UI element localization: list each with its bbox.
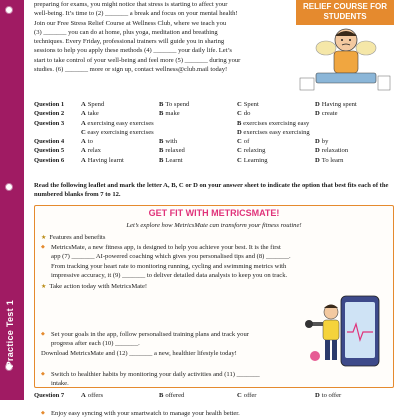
features-paragraph <box>41 243 391 280</box>
passage-line: Join our Free Stress Relief Course at Wellness Club, where we teach you <box>34 19 227 27</box>
option-d[interactable]: D to offer <box>315 392 342 399</box>
question-row <box>34 156 394 165</box>
option-a[interactable]: A to <box>81 138 93 146</box>
option-b[interactable]: B Learnt <box>159 156 183 164</box>
option-c[interactable]: C Learning <box>237 156 268 164</box>
option-d[interactable]: D exercises easy exercising <box>237 128 310 136</box>
features-line: app (7) _______ AI-powered coaching which gives you personalised tips and (8) _______. <box>51 253 291 261</box>
relief-course-title: RELIEF COURSE FOR STUDENTS <box>296 0 394 25</box>
question-row <box>34 109 394 118</box>
option-d[interactable]: D relaxation <box>315 147 349 155</box>
action-heading: ★ Take action today with MetricsMate! <box>41 283 148 290</box>
option-b[interactable]: B relaxed <box>159 147 185 155</box>
action-item: ◆ Set your goals in the app, follow personalised training plans and track your progress after each (10) _______. <box>41 330 291 349</box>
passage-line: techniques. Every Friday, professional trainers will guide you in sharing <box>34 38 225 46</box>
leaflet-closing: Download MetricsMate and (12) _______ a new, healthier lifestyle today! <box>41 350 237 357</box>
option-c[interactable]: C easy exercising exercises <box>81 128 154 136</box>
question-row <box>34 146 394 155</box>
question-number: Question 2 <box>34 110 65 118</box>
passage-line: start to take control of your well-being and feel more (5) _______ during your <box>34 56 241 64</box>
stress-passage <box>34 0 292 74</box>
question-row <box>34 119 394 128</box>
option-a[interactable]: A exercising easy exercises <box>81 119 154 127</box>
option-c[interactable]: C of <box>237 138 250 146</box>
option-a[interactable]: A take <box>81 110 99 118</box>
option-b[interactable]: B make <box>159 110 180 118</box>
question-row <box>34 137 394 146</box>
option-b[interactable]: B To spend <box>159 101 190 108</box>
passage-line: preparing for exams, you might notice that stress is starting to affect your <box>34 1 228 8</box>
question-row <box>34 128 394 137</box>
option-c[interactable]: C do <box>237 110 251 118</box>
leaflet-title: GET FIT WITH METRICSMATE! <box>148 208 280 218</box>
option-b[interactable]: B with <box>159 138 178 146</box>
option-d[interactable]: D create <box>315 110 338 118</box>
option-d[interactable]: D by <box>315 138 329 146</box>
stressed-student-illustration <box>296 26 394 96</box>
relief-course-banner <box>296 0 394 96</box>
passage-line: studies. (6) _______ more or sign up, contact wellness@club.mail today! <box>34 66 228 74</box>
question-number: Question 3 <box>34 119 65 127</box>
question-row <box>34 100 394 109</box>
option-b[interactable]: B exercises exercising easy <box>237 119 310 127</box>
passage-line: well-being. It’s time to (2) _______ a break and focus on your mental health! <box>34 10 238 18</box>
option-a[interactable]: A relax <box>81 147 101 155</box>
action-item: ◆ Switch to healthier habits by monitoring your daily activities and (11) _______ intake. <box>41 370 291 389</box>
leaflet-subtitle: Let’s explore how MetricsMate can transform your fitness routine! <box>126 222 302 229</box>
option-c[interactable]: C relaxing <box>237 147 266 155</box>
question-number: Question 6 <box>34 156 65 164</box>
question-number: Question 1 <box>34 101 65 108</box>
question-number: Question 4 <box>34 138 65 146</box>
action-item: ◆ Enjoy easy syncing with your smartwatch to manage your health better. <box>41 409 291 418</box>
features-line: From tracking your heart rate to monitoring running, cycling and swimming metrics with <box>51 262 287 270</box>
option-a[interactable]: A Having learnt <box>81 156 124 164</box>
option-d[interactable]: D To learn <box>315 156 344 164</box>
binder-hole-icon <box>5 6 13 14</box>
binder-hole-icon <box>5 183 13 191</box>
option-b[interactable]: B offered <box>159 392 185 399</box>
questions-1-6 <box>34 100 394 165</box>
option-c[interactable]: C Spent <box>237 101 259 108</box>
fitness-phone-illustration <box>301 292 389 372</box>
features-heading: ★ Features and benefits <box>41 234 106 241</box>
leaflet-instructions: Read the following leaflet and mark the letter A, B, C or D on your answer sheet to indicate the option that best fits each of the numbered blanks from 7 to 12. <box>34 182 389 199</box>
option-c[interactable]: C offer <box>237 392 257 399</box>
trophy-icon: ★ <box>41 234 47 241</box>
question-number: Question 5 <box>34 147 65 155</box>
question-7 <box>34 391 394 400</box>
option-a[interactable]: A offers <box>81 392 104 399</box>
sidebar-label: Practice Test 1 <box>5 300 15 368</box>
option-d[interactable]: D Having spent <box>315 101 357 108</box>
passage-line: (3) _______ you can do at home, plus yoga, meditation and breathing <box>34 28 218 36</box>
option-a[interactable]: A Spend <box>81 101 105 108</box>
passage-line: sessions to help you apply these methods (4) _______ your daily life. Let’s <box>34 47 232 55</box>
question-number: Question 7 <box>34 392 65 399</box>
question-row <box>34 391 394 400</box>
features-line: ◆ MetricsMate, a new fitness app, is designed to help you achieve your best. It is the first <box>51 244 281 251</box>
features-line: impressive accuracy, it (9) _______ to deliver detailed data analysis to keep you on track. <box>51 271 288 279</box>
trophy-icon: ★ <box>41 283 47 290</box>
